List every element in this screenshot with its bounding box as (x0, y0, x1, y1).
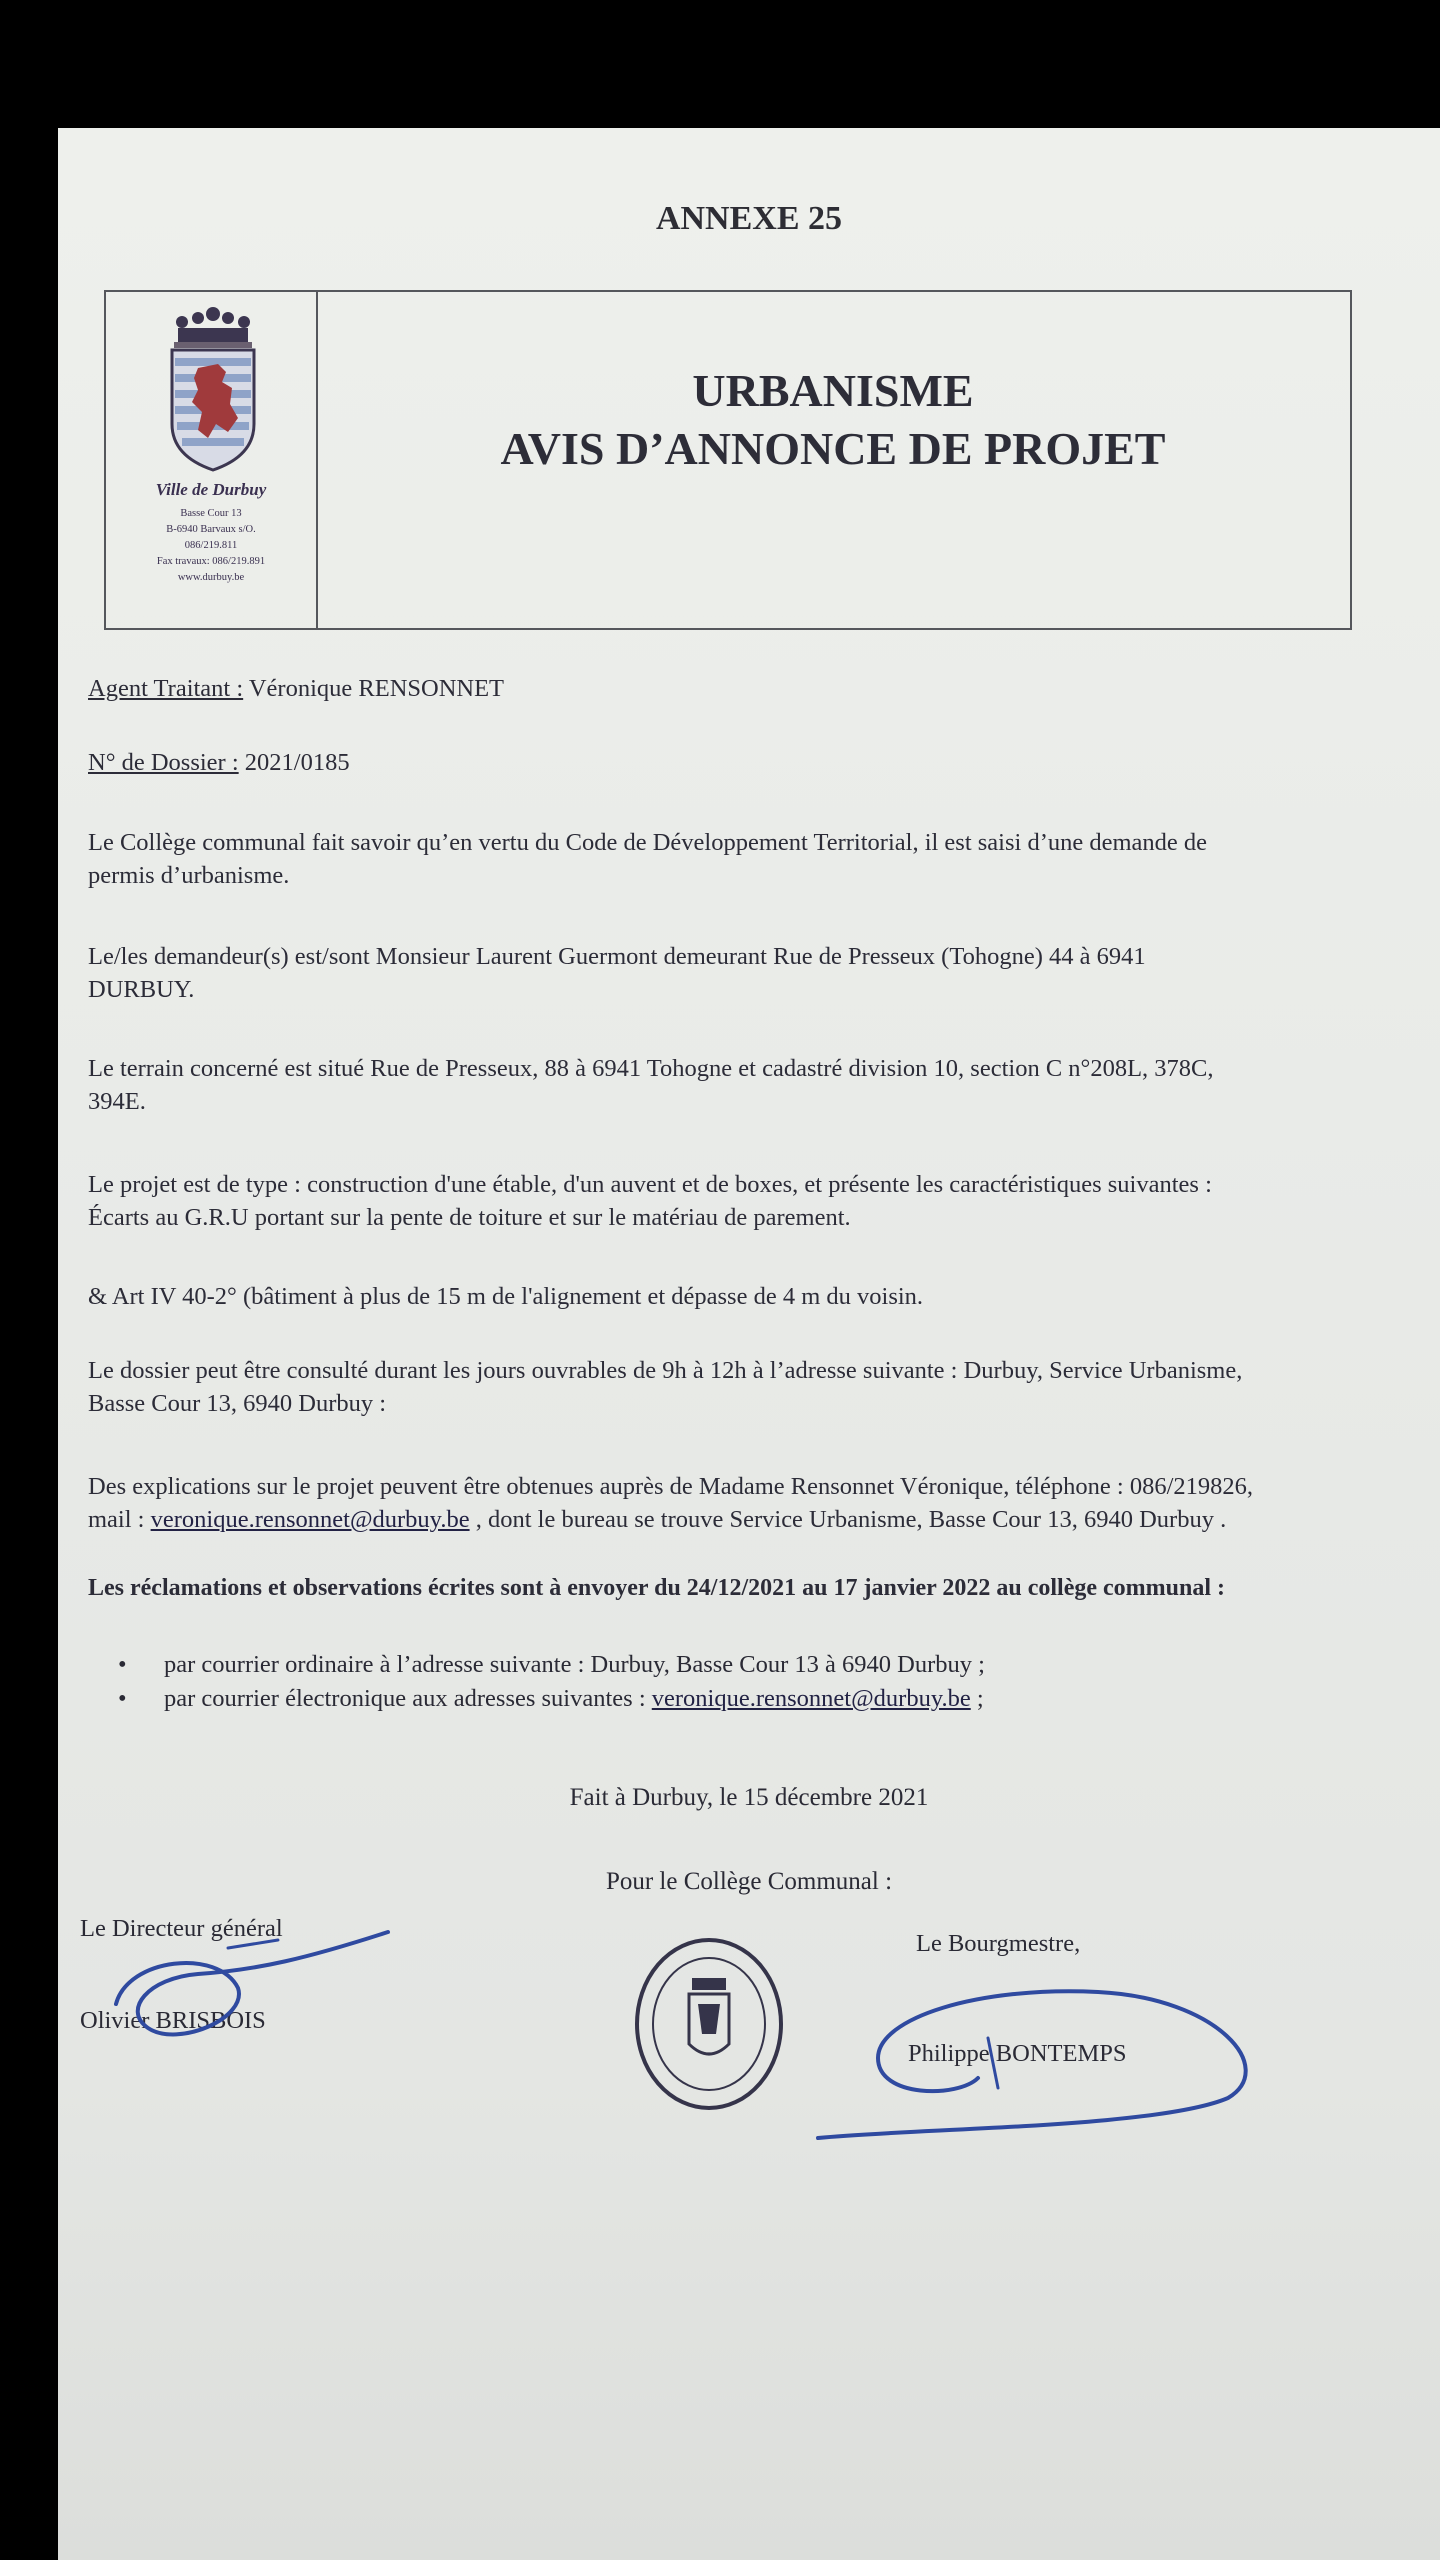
mail-prefix: mail : (88, 1506, 151, 1533)
text-line: Le terrain concerné est situé Rue de Presseux, 88 à 6941 Tohogne et cadastré division 10, section C n°208L, 378C, (88, 1055, 1214, 1082)
title-line-1: URBANISME (692, 365, 974, 416)
text-line: Le Collège communal fait savoir qu’en vertu du Code de Développement Territorial, il est saisi d’une demande de (88, 829, 1208, 856)
mayor-name: Philippe BONTEMPS (908, 2040, 1127, 2067)
dossier-label: N° de Dossier : (88, 749, 239, 776)
durbuy-crest-icon (168, 306, 258, 476)
explications-paragraph (88, 1470, 1398, 1536)
dossier-line (88, 746, 1398, 779)
text-line: Des explications sur le projet peuvent être obtenues auprès de Madame Rensonnet Véronique, téléphone : 086/219826, (88, 1473, 1254, 1500)
terrain-paragraph (88, 1052, 1398, 1118)
header-box (104, 290, 1352, 630)
college-paragraph (88, 826, 1398, 892)
address-line: Fax travaux: 086/219.891 (156, 556, 266, 567)
agent-line (88, 672, 1398, 705)
agent-label: Agent Traitant : (88, 675, 244, 702)
town-name: Ville de Durbuy (155, 480, 267, 499)
address-line: Basse Cour 13 (180, 508, 242, 519)
director-name: Olivier BRISBOIS (80, 2007, 266, 2034)
text-line: 394E. (88, 1088, 146, 1115)
header-title (316, 362, 1350, 478)
commune-seal-icon (632, 1934, 786, 2114)
submission-methods-list (118, 1648, 1318, 1716)
email-link[interactable]: veronique.rensonnet@durbuy.be (651, 1685, 971, 1712)
dossier-value: 2021/0185 (238, 749, 350, 776)
logo-block (106, 292, 318, 628)
pour-le-college: Pour le Collège Communal : (605, 1868, 893, 1895)
director-signature-block (80, 1912, 283, 2038)
email-link[interactable]: veronique.rensonnet@durbuy.be (150, 1506, 470, 1533)
mail-suffix: , dont le bureau se trouve Service Urbanisme, Basse Cour 13, 6940 Durbuy . (469, 1506, 1227, 1533)
town-address (106, 506, 316, 586)
title-line-2: AVIS D’ANNONCE DE PROJET (500, 423, 1166, 474)
document-sheet (58, 128, 1440, 2560)
agent-value: Véronique RENSONNET (243, 675, 505, 702)
demandeur-paragraph (88, 940, 1398, 1006)
item-prefix: par courrier électronique aux adresses suivantes : (164, 1685, 652, 1712)
address-line: B-6940 Barvaux s/O. (166, 524, 256, 535)
text-line: permis d’urbanisme. (88, 862, 290, 889)
list-item (118, 1682, 1318, 1716)
item-suffix: ; (970, 1685, 984, 1712)
text-line (88, 1503, 1398, 1536)
list-item: • par courrier ordinaire à l’adresse suivante : Durbuy, Basse Cour 13 à 6940 Durbuy ; (118, 1648, 1318, 1682)
text-line: Le/les demandeur(s) est/sont Monsieur Laurent Guermont demeurant Rue de Presseux (Tohogne) 44 à 6941 (88, 943, 1146, 970)
reclamations-line: Les réclamations et observations écrites sont à envoyer du 24/12/2021 au 17 janvier 2022 au collège communal : (88, 1575, 1225, 1601)
text-line: Écarts au G.R.U portant sur la pente de toiture et sur le matériau de parement. (88, 1204, 851, 1231)
consultation-paragraph (88, 1354, 1398, 1420)
text-line: Basse Cour 13, 6940 Durbuy : (88, 1390, 387, 1417)
article-line: & Art IV 40-2° (bâtiment à plus de 15 m de l'alignement et dépasse de 4 m du voisin. (88, 1283, 924, 1310)
text-line: Le dossier peut être consulté durant les jours ouvrables de 9h à 12h à l’adresse suivante : Durbuy, Service Urbanisme, (88, 1357, 1243, 1384)
annexe-label: ANNEXE 25 (655, 200, 843, 237)
mayor-signature-scribble (798, 1978, 1278, 2178)
director-title: Le Directeur général (80, 1915, 283, 1942)
address-line: 086/219.811 (184, 540, 238, 551)
mayor-title: Le Bourgmestre, (916, 1930, 1081, 1957)
address-line: www.durbuy.be (177, 572, 245, 583)
text-line: Le projet est de type : construction d'une étable, d'un auvent et de boxes, et présente les caractéristiques suivantes : (88, 1171, 1212, 1198)
place-date: Fait à Durbuy, le 15 décembre 2021 (569, 1784, 929, 1811)
projet-paragraph (88, 1168, 1398, 1234)
text-line: DURBUY. (88, 976, 195, 1003)
